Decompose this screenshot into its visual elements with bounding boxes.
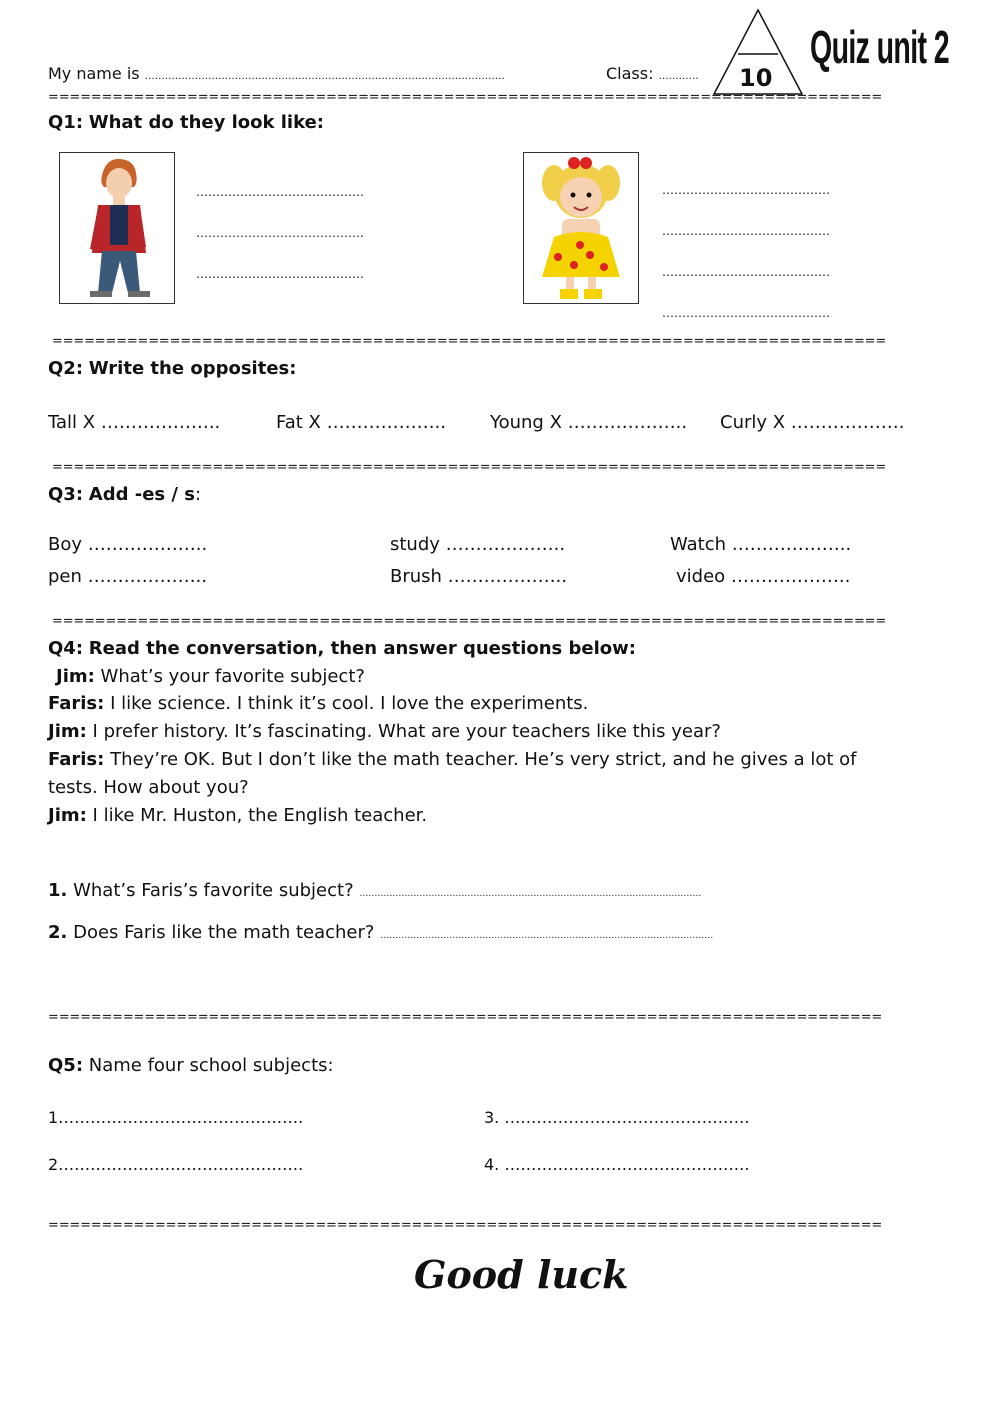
class-line: [606, 64, 699, 83]
dialogue-text: I like Mr. Huston, the English teacher.: [86, 805, 428, 826]
speaker: Jim:: [48, 721, 87, 742]
suffix-item[interactable]: pen ………………..: [48, 566, 208, 587]
dialogue-text: They’re OK. But I don’t like the math teacher. He’s very strict, and he gives a lot of: [104, 749, 857, 770]
subject-item[interactable]: 4. ……………………………………….: [484, 1155, 750, 1174]
separator: ==============================================================================: [52, 460, 887, 475]
q3-heading: [48, 484, 201, 505]
suffix-item[interactable]: Watch ………………..: [670, 534, 852, 555]
opposite-item[interactable]: Young X ………………..: [490, 412, 688, 433]
question-line: [48, 880, 701, 901]
separator: ==============================================================================: [48, 1010, 883, 1025]
q4-text: Read the conversation, then answer questions below:: [88, 638, 636, 659]
separator: ==============================================================================: [48, 90, 883, 105]
good-luck: Good luck: [414, 1252, 629, 1297]
girl-answer-line[interactable]: ……………………………………: [662, 306, 830, 320]
dialogue-text: I prefer history. It’s fascinating. What are your teachers like this year?: [86, 721, 721, 742]
q5-number: Q5:: [48, 1055, 84, 1076]
separator: ==============================================================================: [52, 334, 887, 349]
boy-answer-lines: [196, 172, 364, 295]
q2-heading: [48, 358, 296, 379]
opposite-item[interactable]: Tall X ………………..: [48, 412, 221, 433]
suffix-item[interactable]: video ………………..: [676, 566, 851, 587]
girl-answer-lines: [662, 170, 830, 334]
q1-heading: [48, 112, 324, 133]
opposite-item[interactable]: Fat X ………………..: [276, 412, 447, 433]
boy-answer-line[interactable]: ……………………………………: [196, 267, 364, 281]
speaker: Jim:: [56, 666, 95, 687]
q3-colon: :: [194, 484, 202, 505]
q4-heading: [48, 638, 636, 659]
suffix-item[interactable]: study ………………..: [390, 534, 566, 555]
girl-answer-line[interactable]: ……………………………………: [662, 183, 830, 197]
question-line: [48, 922, 713, 943]
answer-field[interactable]: …………………………………………………………………………………………………: [380, 931, 714, 941]
q3-number: Q3:: [48, 484, 84, 505]
score-value: 10: [739, 64, 773, 92]
dialogue-line: [48, 749, 857, 770]
boy-image: [59, 152, 175, 304]
subject-item[interactable]: 3. ……………………………………….: [484, 1108, 750, 1127]
question-number: 1.: [48, 880, 68, 901]
separator: ==============================================================================: [48, 1218, 883, 1233]
q2-text: Write the opposites:: [88, 358, 297, 379]
q2-number: Q2:: [48, 358, 84, 379]
suffix-item[interactable]: Boy ………………..: [48, 534, 208, 555]
dialogue-line: [48, 721, 721, 742]
q5-text: Name four school subjects:: [83, 1055, 334, 1076]
quiz-title: Quiz unit 2: [810, 21, 949, 73]
boy-figure-icon: [60, 153, 174, 303]
girl-figure-icon: [524, 153, 638, 303]
speaker: Faris:: [48, 693, 105, 714]
subject-item[interactable]: 1……………………………………….: [48, 1108, 304, 1127]
q4-number: Q4:: [48, 638, 84, 659]
dialogue-line: [48, 805, 427, 826]
girl-image: [523, 152, 639, 304]
name-field[interactable]: ………………………………………………………………………………………………: [144, 71, 505, 82]
dialogue-line: [56, 666, 365, 687]
q1-number: Q1:: [48, 112, 84, 133]
question-text: What’s Faris’s favorite subject?: [67, 880, 354, 901]
class-field[interactable]: …………: [658, 71, 699, 82]
dialogue-text: What’s your favorite subject?: [94, 666, 365, 687]
dialogue-text: tests. How about you?: [48, 777, 249, 798]
girl-answer-line[interactable]: ……………………………………: [662, 224, 830, 238]
speaker: Faris:: [48, 749, 105, 770]
dialogue-text: I like science. I think it’s cool. I love the experiments.: [104, 693, 589, 714]
opposite-item[interactable]: Curly X ……………….: [720, 412, 905, 433]
class-label: Class:: [606, 64, 654, 83]
q1-text: What do they look like:: [88, 112, 324, 133]
boy-answer-line[interactable]: ……………………………………: [196, 185, 364, 199]
dialogue-line: [48, 777, 249, 798]
suffix-item[interactable]: Brush ………………..: [390, 566, 568, 587]
dialogue-line: [48, 693, 588, 714]
question-text: Does Faris like the math teacher?: [67, 922, 375, 943]
speaker: Jim:: [48, 805, 87, 826]
name-label: My name is: [48, 64, 140, 83]
q5-heading: [48, 1055, 334, 1076]
question-number: 2.: [48, 922, 68, 943]
separator: ==============================================================================: [52, 614, 887, 629]
q3-text: Add -es / s: [88, 484, 195, 505]
boy-answer-line[interactable]: ……………………………………: [196, 226, 364, 240]
subject-item[interactable]: 2……………………………………….: [48, 1155, 304, 1174]
name-line: [48, 64, 505, 83]
answer-field[interactable]: ……………………………………………………………………………………………………: [359, 889, 702, 899]
girl-answer-line[interactable]: ……………………………………: [662, 265, 830, 279]
